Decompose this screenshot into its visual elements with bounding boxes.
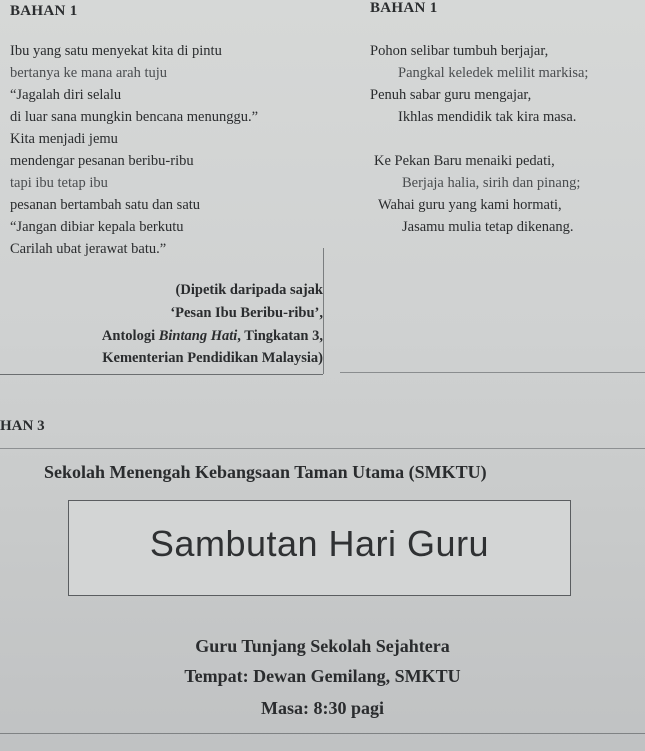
right-poem-line: Wahai guru yang kami hormati, — [378, 197, 562, 213]
event-title: Sambutan Hari Guru — [149, 523, 490, 564]
right-poem-line: Jasamu mulia tetap dikenang. — [402, 219, 574, 235]
right-poem-line: Penuh sabar guru mengajar, — [370, 87, 532, 103]
bahan1-left-heading: BAHAN 1 — [10, 3, 78, 19]
bahan3-bottom-rule — [0, 733, 645, 734]
left-poem-line: mendengar pesanan beribu-ribu — [10, 153, 194, 169]
event-venue: Tempat: Dewan Gemilang, SMKTU — [184, 666, 461, 686]
right-poem-line: Ke Pekan Baru menaiki pedati, — [374, 153, 555, 169]
left-poem-line: Carilah ubat jerawat batu.” — [10, 241, 167, 257]
event-time: Masa: 8:30 pagi — [261, 698, 384, 718]
left-poem-line: “Jangan dibiar kepala berkutu — [10, 219, 184, 235]
left-poem-line: bertanya ke mana arah tuju — [10, 65, 168, 81]
event-title-box — [68, 500, 571, 596]
school-name: Sekolah Menengah Kebangsaan Taman Utama (SMKTU) — [44, 462, 487, 482]
left-poem-line: tapi ibu tetap ibu — [10, 175, 108, 191]
event-theme: Guru Tunjang Sekolah Sejahtera — [195, 636, 450, 656]
source-anthology-title: Bintang Hati — [158, 328, 238, 344]
bahan3-heading: HAN 3 — [0, 418, 45, 434]
left-poem-line: pesanan bertambah satu dan satu — [10, 197, 201, 213]
source-anthology-prefix: Antologi — [101, 328, 159, 344]
source-line — [102, 328, 323, 345]
source-line: Kementerian Pendidikan Malaysia) — [102, 350, 323, 366]
bahan3-top-rule — [0, 448, 645, 449]
bahan1-right-heading: BAHAN 1 — [370, 0, 438, 16]
section-divider-left — [0, 374, 323, 375]
left-poem-line: “Jagalah diri selalu — [10, 87, 122, 103]
right-poem-line: Pangkal keledek melilit markisa; — [398, 65, 589, 81]
column-divider — [323, 248, 324, 374]
right-poem-line: Pohon selibar tumbuh berjajar, — [370, 43, 549, 59]
source-line: (Dipetik daripada sajak — [175, 282, 323, 298]
left-poem-line: Kita menjadi jemu — [10, 131, 118, 147]
left-poem-line: Ibu yang satu menyekat kita di pintu — [10, 43, 222, 59]
right-poem-line: Berjaja halia, sirih dan pinang; — [402, 175, 581, 191]
right-poem-line: Ikhlas mendidik tak kira masa. — [398, 109, 577, 125]
source-line: ‘Pesan Ibu Beribu-ribu’, — [170, 305, 323, 321]
section-divider-right — [340, 372, 645, 373]
source-anthology-suffix: , Tingkatan 3, — [237, 328, 323, 344]
left-poem-line: di luar sana mungkin bencana menunggu.” — [10, 109, 259, 125]
